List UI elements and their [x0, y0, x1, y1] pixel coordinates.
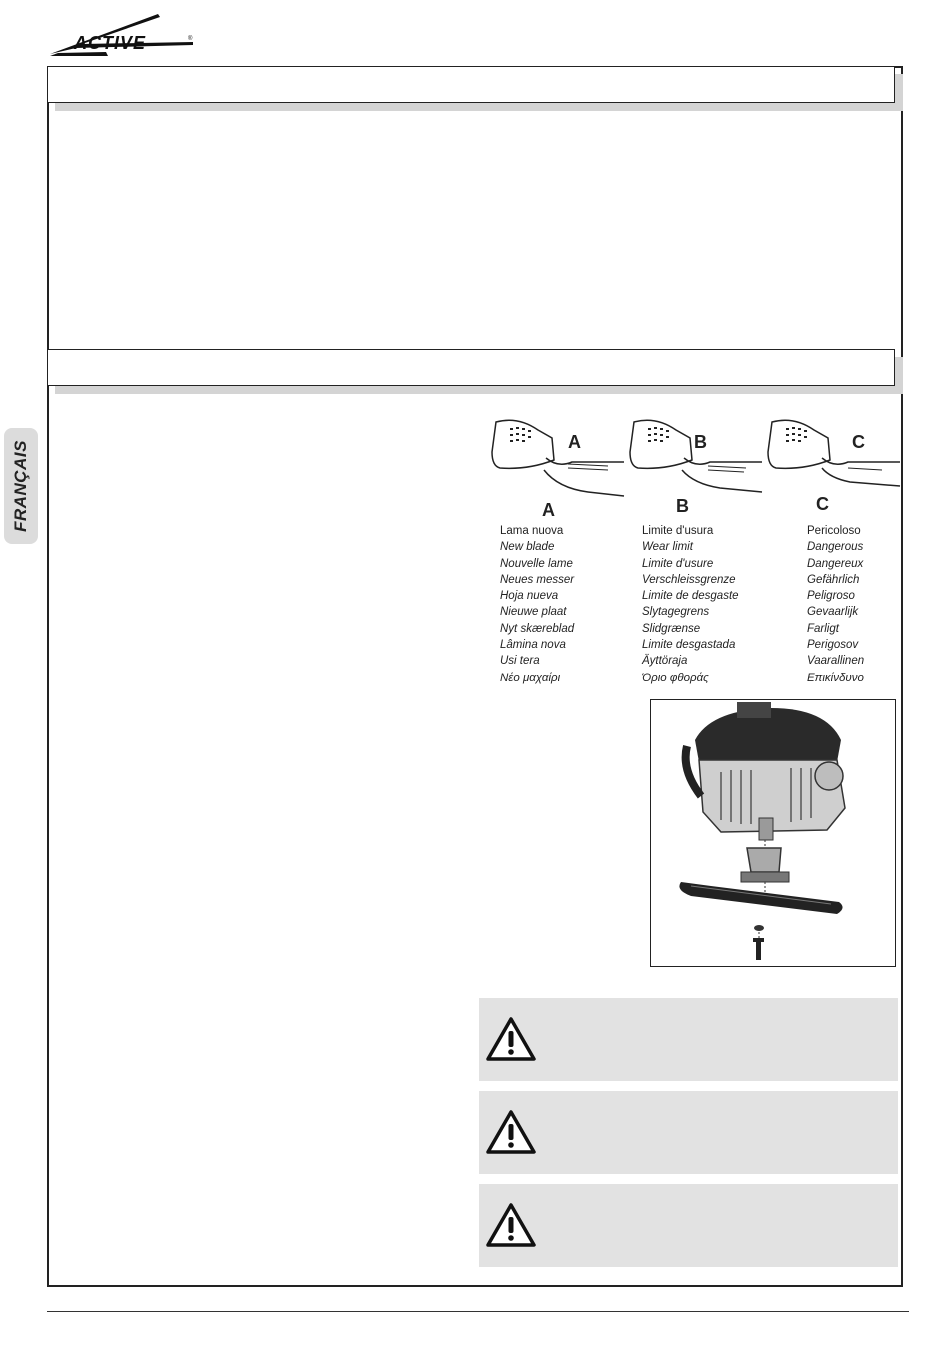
figure-letter-b-bottom: B [676, 496, 689, 516]
warning-box-1 [479, 998, 898, 1081]
legend-item: Nyt skæreblad [500, 622, 575, 635]
legend-item: Νέο μαχαίρι [500, 671, 561, 684]
brand-name: ACTIVE [74, 33, 147, 53]
section-header-1 [47, 66, 895, 103]
legend-item: Wear limit [642, 541, 693, 554]
legend-item: Limite d'usura [642, 525, 714, 537]
legend-item: Usi tera [500, 655, 540, 668]
legend-wear-limit [642, 523, 739, 686]
warning-box-2 [479, 1091, 898, 1174]
legend-item: Nouvelle lame [500, 557, 573, 570]
legend-dangerous [807, 523, 864, 686]
engine-exploded-view-icon [651, 700, 894, 965]
legend-item: New blade [500, 541, 555, 554]
legend-item: Όριο φθοράς [642, 671, 709, 684]
legend-item: Dangereux [807, 557, 864, 570]
section-header-2 [47, 349, 895, 386]
brand-registered-mark: ® [188, 36, 193, 42]
figure-letter-a-top: A [568, 432, 581, 452]
legend-item: Hoja nueva [500, 590, 559, 603]
warning-box-3 [479, 1184, 898, 1267]
figure-letter-c-bottom: C [816, 494, 829, 514]
legend-item: Peligroso [807, 590, 855, 603]
legend-item: Gefährlich [807, 573, 860, 586]
engine-blade-assembly-figure [650, 699, 896, 967]
blade-figure-new [488, 412, 628, 518]
legend-item: Farligt [807, 622, 839, 635]
legend-item: Nieuwe plaat [500, 606, 567, 619]
legend-item: Slytagegrens [642, 606, 710, 619]
legend-item: Gevaarlijk [807, 606, 859, 619]
figure-letter-b-top: B [694, 432, 707, 452]
legend-item: Neues messer [500, 573, 575, 586]
warning-triangle-icon [486, 1109, 536, 1155]
figure-letter-a-bottom: A [542, 500, 555, 518]
legend-item: Pericoloso [807, 525, 861, 537]
language-tab [4, 428, 38, 544]
legend-new-blade [500, 523, 574, 686]
legend-item: Lama nuova [500, 525, 564, 537]
figure-letter-c-top: C [852, 432, 865, 452]
blade-figure-wear-limit [626, 412, 766, 518]
legend-item: Perigosov [807, 639, 859, 652]
warning-triangle-icon [486, 1016, 536, 1062]
legend-item: Vaarallinen [807, 655, 865, 668]
legend-item: Limite d'usure [642, 557, 714, 570]
legend-item: Lâmina nova [500, 639, 566, 652]
legend-item: Dangerous [807, 541, 864, 554]
legend-item: Επικίνδυνο [807, 671, 864, 684]
warning-triangle-icon [486, 1202, 536, 1248]
legend-item: Äyttöraja [642, 655, 688, 668]
legend-item: Limite de desgaste [642, 590, 739, 603]
language-tab-label: FRANÇAIS [11, 440, 30, 532]
legend-item: Slidgrænse [642, 622, 701, 635]
footer-divider [47, 1311, 909, 1312]
blade-figure-dangerous [764, 412, 904, 518]
legend-item: Verschleissgrenze [642, 573, 736, 586]
legend-item: Limite desgastada [642, 639, 736, 652]
